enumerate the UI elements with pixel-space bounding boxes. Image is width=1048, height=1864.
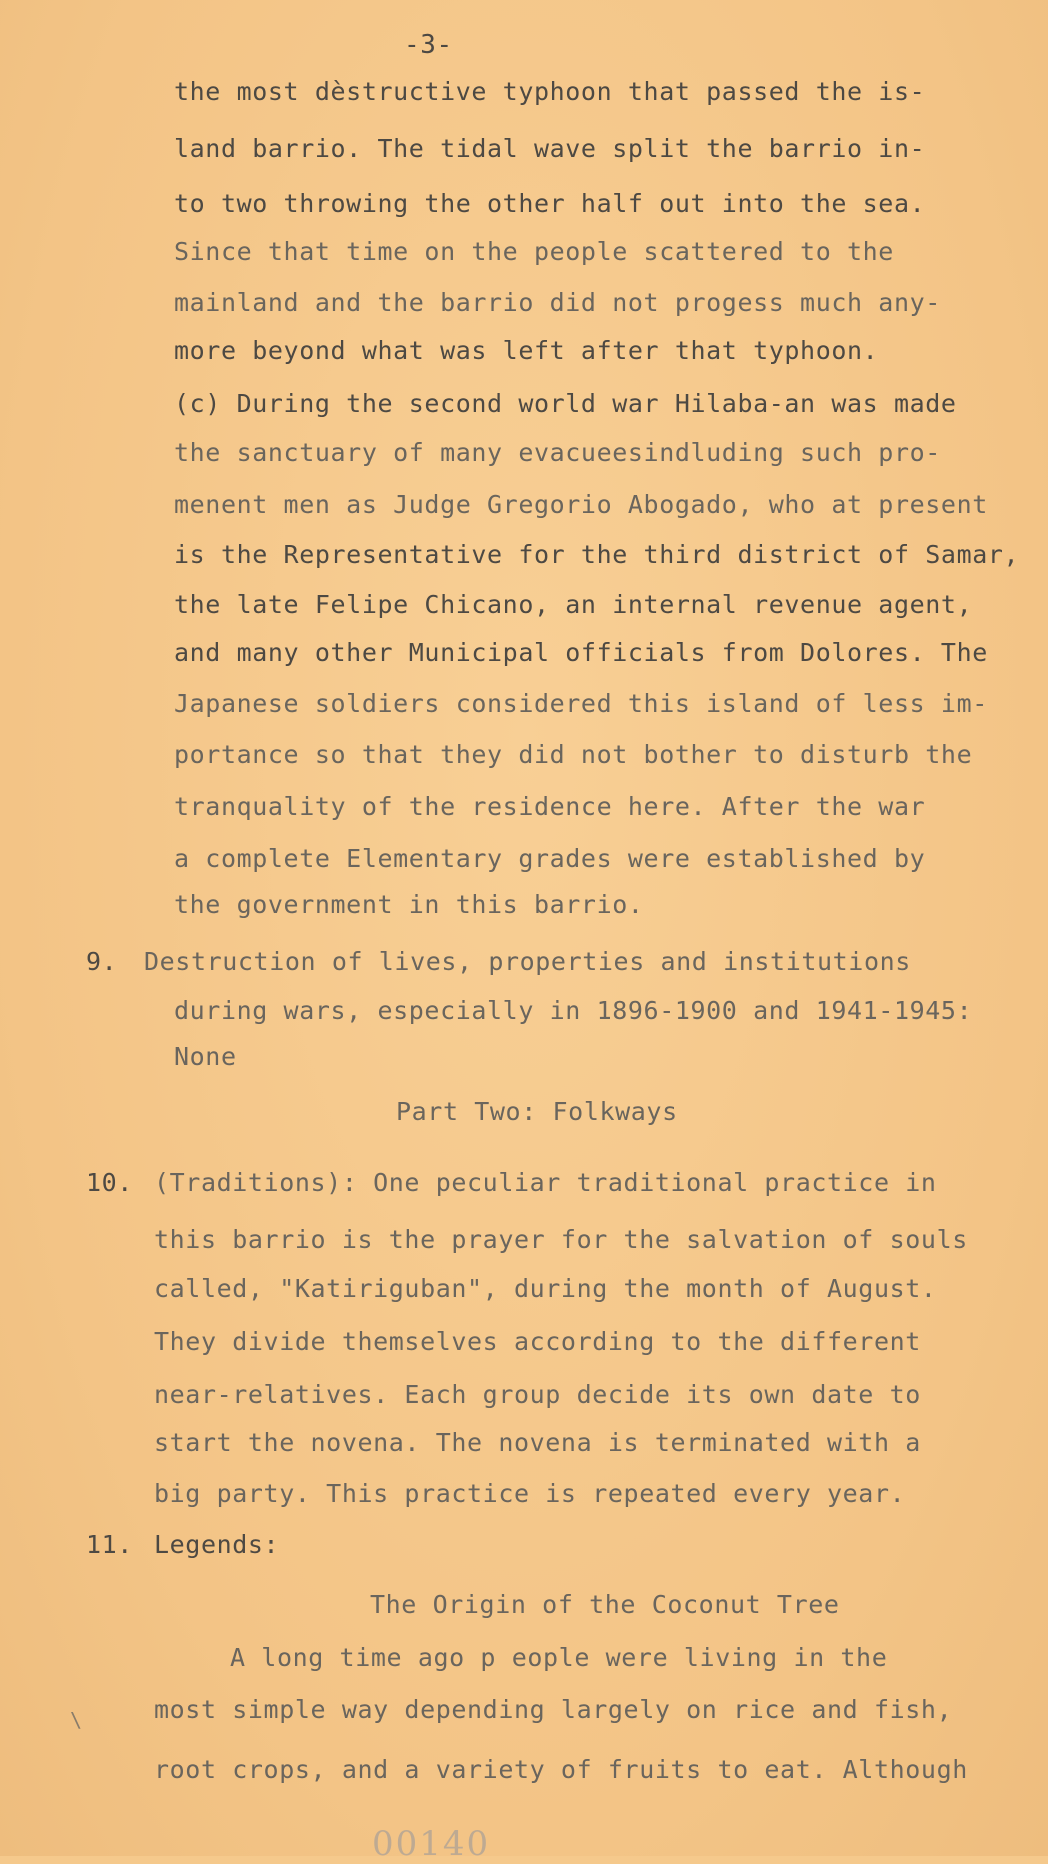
text-line: most simple way depending largely on rice and fish,: [154, 1695, 953, 1724]
item-number: 10.: [86, 1168, 133, 1197]
text-line: start the novena. The novena is terminated with a: [154, 1428, 921, 1457]
text-line: portance so that they did not bother to disturb the: [174, 740, 973, 769]
legend-title: The Origin of the Coconut Tree: [370, 1590, 840, 1619]
text-line: Since that time on the people scattered to the: [174, 237, 894, 266]
text-line: more beyond what was left after that typhoon.: [174, 336, 879, 365]
text-line: and many other Municipal officials from Dolores. The: [174, 638, 988, 667]
text-line: land barrio. The tidal wave split the barrio in-: [174, 134, 926, 163]
text-line: the most dèstructive typhoon that passed the is-: [174, 77, 926, 106]
item-number: 9.: [86, 947, 118, 976]
text-line: during wars, especially in 1896-1900 and 1941-1945:: [174, 996, 973, 1025]
page-number: -3-: [404, 30, 453, 60]
text-line: (Traditions): One peculiar traditional practice in: [154, 1168, 937, 1197]
text-line: big party. This practice is repeated every year.: [154, 1479, 906, 1508]
text-line: near-relatives. Each group decide its own date to: [154, 1380, 921, 1409]
text-line: Japanese soldiers considered this island of less im-: [174, 689, 988, 718]
text-line: the late Felipe Chicano, an internal revenue agent,: [174, 590, 973, 619]
text-line: this barrio is the prayer for the salvation of souls: [154, 1225, 968, 1254]
text-line: menent men as Judge Gregorio Abogado, who at present: [174, 490, 988, 519]
text-line: the sanctuary of many evacueesindluding such pro-: [174, 438, 941, 467]
page-stamp: 00140: [372, 1824, 491, 1864]
text-line: A long time ago p eople were living in the: [230, 1643, 888, 1672]
text-line: called, "Katiriguban", during the month of August.: [154, 1274, 937, 1303]
text-line: mainland and the barrio did not progess much any-: [174, 288, 941, 317]
text-line: tranquality of the residence here. After the war: [174, 792, 926, 821]
pencil-mark: \: [70, 1708, 83, 1732]
text-line: None: [174, 1042, 237, 1071]
text-line: (c) During the second world war Hilaba-an was made: [174, 389, 957, 418]
text-line: a complete Elementary grades were established by: [174, 844, 926, 873]
text-line: Destruction of lives, properties and institutions: [144, 947, 911, 976]
item-number: 11.: [86, 1530, 133, 1559]
text-line: is the Representative for the third district of Samar,: [174, 540, 1020, 569]
text-line: They divide themselves according to the different: [154, 1327, 921, 1356]
section-heading: Part Two: Folkways: [396, 1097, 678, 1126]
text-line: the government in this barrio.: [174, 890, 644, 919]
item-label: Legends:: [154, 1530, 280, 1559]
text-line: root crops, and a variety of fruits to eat. Although: [154, 1755, 968, 1784]
text-line: to two throwing the other half out into the sea.: [174, 189, 926, 218]
